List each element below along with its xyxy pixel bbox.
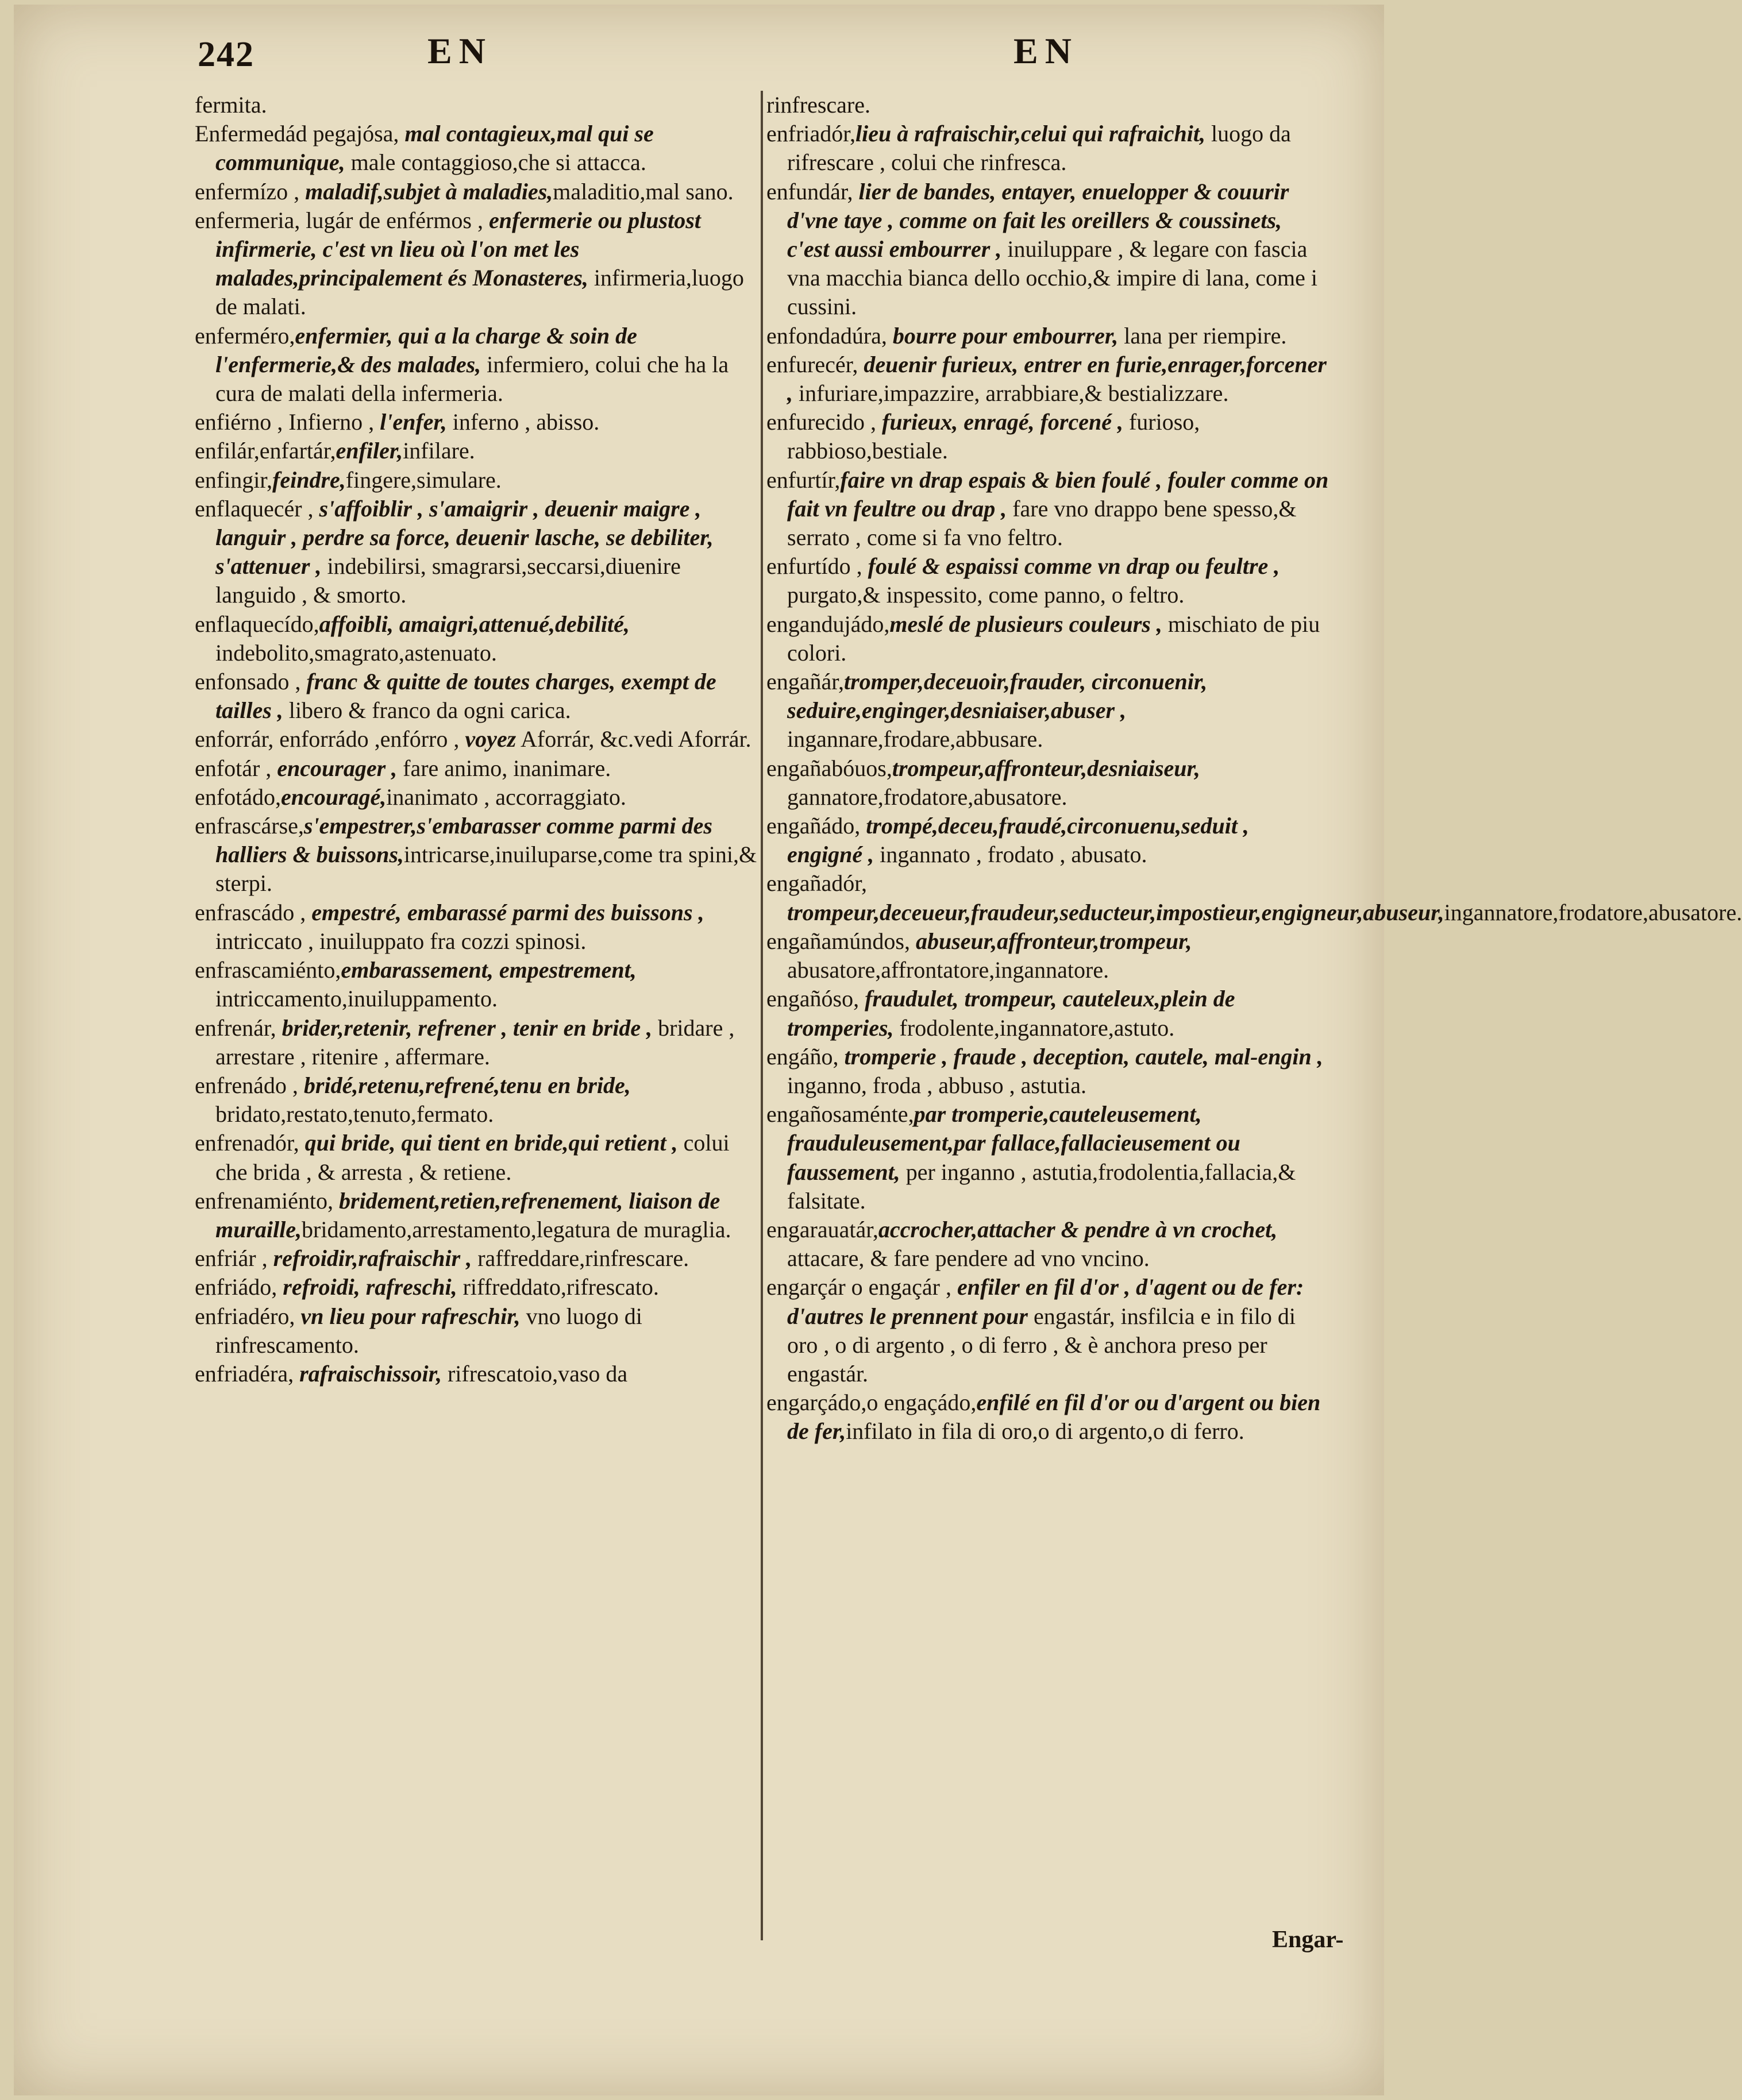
dictionary-entry <box>195 177 758 206</box>
italian-gloss: luogo da rifrescare , colui che rinfresca. <box>787 121 1291 176</box>
italian-gloss: bridamento,arrestamento,legatura de muraglia. <box>302 1216 731 1242</box>
italian-gloss: per inganno , astutia,frodolentia,fallacia,& falsitate. <box>787 1159 1296 1214</box>
headword: engañamúndos, <box>766 928 916 954</box>
french-gloss: embarassement, empestrement, <box>341 957 637 983</box>
dictionary-entry <box>766 322 1329 350</box>
dictionary-entry <box>195 119 758 177</box>
dictionary-entry <box>766 552 1329 609</box>
dictionary-entry <box>195 91 758 119</box>
french-gloss: empestré, embarassé parmi des buissons , <box>311 899 704 925</box>
french-gloss: lieu à rafraischir,celui qui rafraichit, <box>855 121 1205 147</box>
dictionary-entry <box>766 408 1329 465</box>
headword: engarauatár, <box>766 1216 878 1242</box>
italian-gloss: intriccato , inuiluppato fra cozzi spinosi. <box>215 928 587 954</box>
dictionary-entry <box>195 898 758 956</box>
french-gloss: meslé de plusieurs couleurs , <box>889 611 1162 637</box>
dictionary-entry <box>766 985 1329 1042</box>
dictionary-entry <box>195 725 758 754</box>
italian-gloss: inuiluppare , & legare con fascia vna macchia bianca dello occhio,& impire di lana, come i cussini. <box>787 236 1317 320</box>
dictionary-entry <box>766 812 1329 869</box>
headword: enfrenamiénto, <box>195 1187 339 1214</box>
dictionary-entry <box>195 206 758 322</box>
dictionary-entry <box>766 927 1329 985</box>
headword: enferméro, <box>195 322 295 349</box>
dictionary-entry <box>195 754 758 783</box>
headword: enfermeria, lugár de enférmos , <box>195 207 489 233</box>
dictionary-entry <box>766 869 1742 927</box>
headword: enflaquecído, <box>195 611 319 637</box>
dictionary-entry <box>195 1244 758 1273</box>
italian-gloss: purgato,& inspessito, come panno, o feltro. <box>787 582 1185 608</box>
left-column <box>195 91 758 1388</box>
italian-gloss: infilato in fila di oro,o di argento,o di ferro. <box>846 1418 1244 1445</box>
italian-gloss: raffreddare,rinfrescare. <box>472 1245 689 1272</box>
french-gloss: rafraischissoir, <box>299 1360 442 1387</box>
headword: enfotár , <box>195 755 278 781</box>
headword: enfriár , <box>195 1245 273 1272</box>
headword: engañosaménte, <box>766 1101 914 1128</box>
headword: engandujádo, <box>766 611 890 637</box>
dictionary-entry <box>766 754 1329 812</box>
italian-gloss: riffreddato,rifrescato. <box>457 1274 659 1300</box>
headword: enfingir, <box>195 466 273 493</box>
headword: enfilár,enfartár, <box>195 438 336 464</box>
dictionary-entry <box>195 1129 758 1186</box>
italian-gloss: intriccamento,inuiluppamento. <box>215 986 498 1012</box>
french-gloss: maladif,subjet à maladies, <box>305 178 553 204</box>
dictionary-entry <box>195 1014 758 1071</box>
italian-gloss: infilare. <box>403 438 475 464</box>
dictionary-entry <box>766 667 1329 754</box>
french-gloss: franc & quitte de toutes charges, exempt de tailles , <box>215 669 716 724</box>
headword: enforrár, enforrádo ,enfórro , <box>195 726 465 752</box>
headword: enfondadúra, <box>766 322 893 349</box>
dictionary-entry <box>195 783 758 812</box>
french-gloss: trompeur,deceueur,fraudeur,seducteur,impostieur,engigneur,abuseur, <box>787 899 1444 925</box>
italian-gloss: intricarse,inuiluparse,come tra spini,& sterpi. <box>215 841 757 897</box>
dictionary-entry <box>195 495 758 610</box>
french-gloss: furieux, enragé, forcené , <box>882 409 1123 435</box>
dictionary-entry <box>195 956 758 1013</box>
italian-gloss: fare animo, inanimare. <box>397 755 611 781</box>
headword: enfriadór, <box>766 121 855 147</box>
italian-gloss: ingannatore,frodatore,abusatore. <box>1444 899 1742 925</box>
headword: enfriadéra, <box>195 1360 300 1387</box>
headword: engarçádo,o engaçádo, <box>766 1389 977 1416</box>
french-gloss: refroidir,rafraischir , <box>273 1245 472 1272</box>
headword: enfrenár, <box>195 1014 282 1041</box>
french-gloss: lier de bandes, entayer, enuelopper & couurir d'vne taye , comme on fait les oreillers & coussinets, c'est aussi embourrer , <box>787 178 1289 262</box>
french-gloss: abuseur,affronteur,trompeur, <box>915 928 1192 954</box>
french-gloss: encourager , <box>277 755 398 781</box>
italian-gloss: gannatore,frodatore,abusatore. <box>787 783 1067 810</box>
italian-gloss: attacare, & fare pendere ad vno vncino. <box>787 1245 1150 1272</box>
headword: enfriadéro, <box>195 1303 301 1329</box>
french-gloss: bridé,retenu,refrené,tenu en bride, <box>303 1072 631 1098</box>
dictionary-entry <box>766 1043 1329 1100</box>
french-gloss: brider,retenir, refrener , tenir en bride , <box>282 1014 653 1041</box>
french-gloss: mal contagieux,mal qui se communique, <box>215 121 654 176</box>
dictionary-entry <box>195 1302 758 1360</box>
headword: enfrenádo , <box>195 1072 304 1098</box>
french-gloss: enfermier, qui a la charge & soin de l'enfermerie,& des malades, <box>215 322 637 377</box>
french-gloss: affoibli, amaigri,attenué,debilité, <box>319 611 630 637</box>
dictionary-entry <box>195 466 758 495</box>
french-gloss: enfermerie ou plustost infirmerie, c'est vn lieu où l'on met les malades,principalement és Monasteres, <box>215 207 701 291</box>
italian-gloss: inferno , abisso. <box>446 409 600 435</box>
dictionary-entry <box>195 1187 758 1244</box>
french-gloss: s'affoiblir , s'amaigrir , deuenir maigre , languir , perdre sa force, deuenir lasche, se debiliter, s'attenuer , <box>215 495 714 580</box>
french-gloss: deuenir furieux, entrer en furie,enrager,forcener , <box>787 351 1327 407</box>
italian-gloss: furioso, rabbioso,bestiale. <box>787 409 1200 464</box>
running-head-right: EN <box>1013 30 1078 71</box>
french-gloss: feindre, <box>272 466 346 493</box>
dictionary-entry <box>195 437 758 465</box>
italian-gloss: bridare , arrestare , ritenire , affermare. <box>215 1014 735 1070</box>
french-gloss: enfilé en fil d'or ou d'argent ou bien de fer, <box>787 1389 1321 1445</box>
dictionary-entry <box>766 466 1329 553</box>
italian-gloss: abusatore,affrontatore,ingannatore. <box>787 957 1109 983</box>
italian-gloss: mischiato de piu colori. <box>787 611 1320 666</box>
dictionary-entry <box>766 1215 1329 1273</box>
dictionary-entry <box>195 408 758 437</box>
headword: enfrascamiénto, <box>195 957 341 983</box>
dictionary-entry <box>195 667 758 725</box>
italian-gloss: ingannare,frodare,abbusare. <box>787 726 1043 752</box>
french-gloss: qui bride, qui tient en bride,qui retient , <box>305 1130 678 1156</box>
italian-gloss: engastár, insfilcia e in filo di oro , o di argento , o di ferro , & è anchora preso per engastár. <box>787 1303 1296 1387</box>
italian-gloss: inanimato , accorraggiato. <box>386 783 626 810</box>
italian-gloss: libero & franco da ogni carica. <box>283 697 571 724</box>
headword: engarçár o engaçár , <box>766 1274 957 1300</box>
french-gloss: faire vn drap espais & bien foulé , fouler comme on fait vn feultre ou drap , <box>787 466 1329 522</box>
italian-gloss: bridato,restato,tenuto,fermato. <box>215 1101 494 1128</box>
french-gloss: tromperie , fraude , deception, cautele, mal-engin , <box>844 1043 1323 1070</box>
headword: enfermízo , <box>195 178 306 204</box>
headword: enfiérno , Infierno , <box>195 409 380 435</box>
italian-gloss: ingannato , frodato , abusato. <box>874 841 1147 868</box>
italian-gloss: lana per riempire. <box>1118 322 1287 349</box>
italian-gloss: infermiero, colui che ha la cura de malati della infermeria. <box>215 351 729 407</box>
italian-gloss: infuriare,impazzire, arrabbiare,& bestializzare. <box>793 380 1229 407</box>
dictionary-entry <box>195 610 758 667</box>
dictionary-entry <box>766 350 1329 408</box>
catchword: Engar- <box>1272 1927 1344 1953</box>
italian-gloss: fermita. <box>195 92 267 118</box>
headword: engañadór, <box>766 870 867 897</box>
headword: enfrascárse, <box>195 813 304 839</box>
dictionary-entry <box>195 1071 758 1129</box>
headword: enfotádo, <box>195 783 281 810</box>
french-gloss: trompé,deceu,fraudé,circonuenu,seduit , engigné , <box>787 813 1249 868</box>
headword: engañóso, <box>766 986 865 1012</box>
headword: enflaquecér , <box>195 495 319 522</box>
headword: Enfermedád pegajósa, <box>195 121 405 147</box>
french-gloss: enfiler en fil d'or , d'agent ou de fer: d'autres le prennent pour <box>787 1274 1304 1329</box>
dictionary-entry <box>195 1360 758 1388</box>
column-divider <box>761 91 763 1940</box>
headword: enfurecido , <box>766 409 882 435</box>
italian-gloss: frodolente,ingannatore,astuto. <box>893 1014 1175 1041</box>
italian-gloss: male contaggioso,che si attacca. <box>345 149 646 176</box>
italian-gloss: rinfrescare. <box>766 92 870 118</box>
headword: enfurecér, <box>766 351 864 377</box>
italian-gloss: indebolito,smagrato,astenuato. <box>215 639 497 666</box>
headword: engañádo, <box>766 813 866 839</box>
french-gloss: voyez <box>465 726 517 752</box>
dictionary-entry <box>195 322 758 408</box>
headword: enfundár, <box>766 178 859 204</box>
french-gloss: bridement,retien,refrenement, liaison de muraille, <box>215 1187 720 1242</box>
dictionary-page <box>14 5 1742 2095</box>
italian-gloss: indebilirsi, smagrarsi,seccarsi,diuenire languido , & smorto. <box>215 553 681 608</box>
french-gloss: encouragé, <box>280 783 387 810</box>
french-gloss: trompeur,affronteur,desniaiseur, <box>892 755 1200 781</box>
headword: enfrascádo , <box>195 899 312 925</box>
dictionary-entry <box>766 119 1329 177</box>
headword: enfurtído , <box>766 553 868 580</box>
headword: engañabóuos, <box>766 755 892 781</box>
dictionary-entry <box>766 177 1329 322</box>
italian-gloss: vno luogo di rinfrescamento. <box>215 1303 642 1358</box>
dictionary-entry <box>766 1273 1329 1388</box>
italian-gloss: Aforrár, &c.vedi Aforrár. <box>516 726 751 752</box>
french-gloss: s'empestrer,s'embarasser comme parmi des halliers & buissons, <box>215 813 712 868</box>
running-head-left: EN <box>427 30 492 71</box>
french-gloss: bourre pour embourrer, <box>892 322 1119 349</box>
french-gloss: refroidi, rafreschi, <box>283 1274 457 1300</box>
dictionary-entry <box>766 1100 1329 1215</box>
headword: engañár, <box>766 669 844 695</box>
french-gloss: accrocher,attacher & pendre à vn crochet, <box>878 1216 1278 1242</box>
headword: enfonsado , <box>195 669 307 695</box>
page-number: 242 <box>198 35 255 74</box>
right-column <box>766 91 1742 1446</box>
french-gloss: par tromperie,cauteleusement, frauduleusement,par fallace,fallacieusement ou faussement, <box>787 1101 1240 1185</box>
french-gloss: vn lieu pour rafreschir, <box>300 1303 521 1329</box>
italian-gloss: inganno, froda , abbuso , astutia. <box>787 1072 1086 1098</box>
italian-gloss: colui che brida , & arresta , & retiene. <box>215 1130 730 1185</box>
headword: engáño, <box>766 1043 845 1070</box>
dictionary-entry <box>766 610 1329 667</box>
italian-gloss: fare vno drappo bene spesso,& serrato , come si fa vno feltro. <box>787 495 1297 551</box>
french-gloss: tromper,deceuoir,frauder, circonuenir, seduire,enginger,desniaiser,abuser , <box>787 669 1208 724</box>
french-gloss: l'enfer, <box>380 409 447 435</box>
headword: enfurtír, <box>766 466 841 493</box>
headword: enfrenadór, <box>195 1130 305 1156</box>
dictionary-entry <box>766 91 1329 119</box>
page-header <box>198 30 1347 82</box>
dictionary-entry <box>195 1273 758 1302</box>
headword: enfriádo, <box>195 1274 283 1300</box>
dictionary-entry <box>195 812 758 898</box>
french-gloss: foulé & espaissi comme vn drap ou feultre , <box>868 553 1280 580</box>
italian-gloss: fingere,simulare. <box>345 466 502 493</box>
french-gloss: fraudulet, trompeur, cauteleux,plein de tromperies, <box>787 986 1235 1041</box>
italian-gloss: infirmeria,luogo de malati. <box>215 265 744 320</box>
dictionary-entry <box>766 1388 1329 1446</box>
italian-gloss: maladitio,mal sano. <box>553 178 734 204</box>
french-gloss: enfiler, <box>336 438 403 464</box>
italian-gloss: rifrescatoio,vaso da <box>441 1360 628 1387</box>
